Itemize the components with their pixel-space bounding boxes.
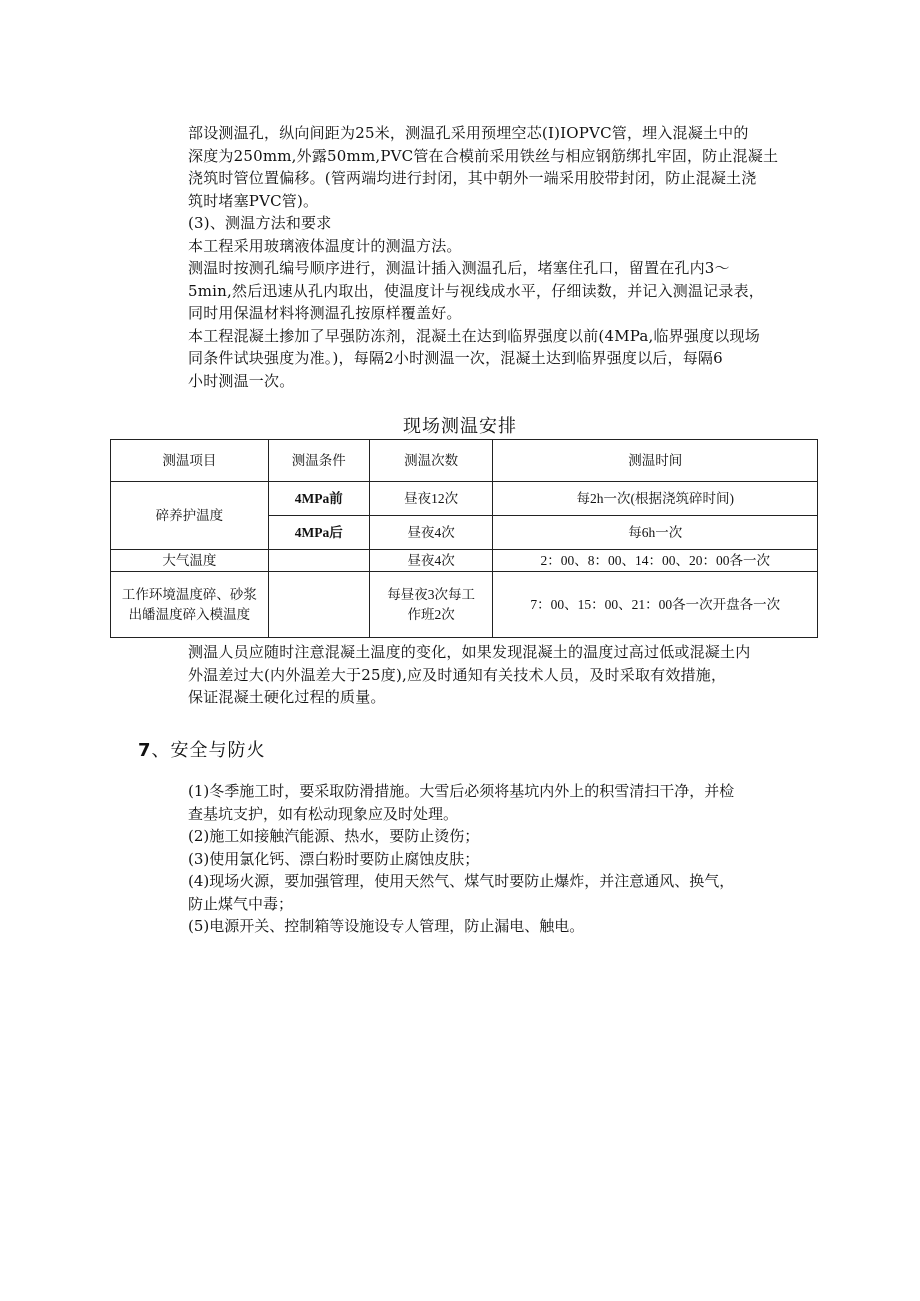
column-header: 测温项目 — [111, 440, 269, 482]
intro-paragraph — [188, 122, 828, 212]
list-item: (1)冬季施工时，要采取防滑措施。大雪后必须将基坑内外上的积雪清扫干净，并检 — [188, 782, 735, 800]
table-cell: 2：00、8：00、14：00、20：00各一次 — [493, 550, 818, 572]
cell-line: 每昼夜3次每工 — [387, 586, 475, 602]
table-cell: 昼夜12次 — [369, 482, 493, 516]
cell-line: 作班2次 — [407, 606, 455, 622]
section-heading — [138, 736, 266, 762]
list-item: (4)现场火源，要加强管理，使用天然气、煤气时要防止爆炸，并注意通风、换气， — [188, 872, 735, 890]
method-paragraph-1: 本工程采用玻璃液体温度计的测温方法。 — [188, 236, 462, 255]
table-cell — [268, 572, 369, 638]
after-table-paragraph — [188, 641, 828, 709]
table-cell: 碎养护温度 — [111, 482, 269, 550]
table-cell — [268, 550, 369, 572]
section-title: 、安全与防火 — [151, 740, 266, 761]
list-item-continuation: 查基坑支护，如有松动现象应及时处理。 — [188, 804, 459, 823]
table-cell: 4MPa后 — [268, 516, 369, 550]
table-header-row — [111, 440, 818, 482]
table-cell: 大气温度 — [111, 550, 269, 572]
column-header: 测温次数 — [369, 440, 493, 482]
table-cell — [111, 572, 269, 638]
list-item: (5)电源开关、控制箱等设施设专人管理，防止漏电、触电。 — [188, 917, 585, 935]
text-line: 5min,然后迅速从孔内取出，使温度计与视线成水平，仔细读数，并记入测温记录表， — [188, 281, 764, 300]
text-line: 同条件试块强度为准。)，每隔2小时测温一次，混凝土达到临界强度以后，每隔6 — [188, 349, 723, 367]
safety-list — [188, 780, 828, 938]
table-cell: 每2h一次(根据浇筑碎时间) — [493, 482, 818, 516]
list-item: (3)使用氯化钙、漂白粉时要防止腐蚀皮肤； — [188, 849, 480, 868]
text-line: 测温时按测孔编号顺序进行，测温计插入测温孔后，堵塞住孔口，留置在孔内3～ — [188, 259, 730, 277]
cell-line: 出皤温度碎入模温度 — [128, 606, 251, 622]
table-cell: 昼夜4次 — [369, 516, 493, 550]
text-line: 本工程混凝土掺加了早强防冻剂，混凝土在达到临界强度以前(4MPa,临界强度以现场 — [188, 326, 760, 345]
table-cell: 4MPa前 — [268, 482, 369, 516]
method-section — [188, 212, 828, 392]
text-line: 筑时堵塞PVC管)。 — [188, 191, 319, 210]
text-line: 深度为250mm,外露50mm,PVC管在合模前采用铁丝与相应钢筋绑扎牢固，防止混凝土 — [188, 146, 779, 165]
method-subtitle: (3)、测温方法和要求 — [188, 214, 332, 232]
list-item-continuation: 防止煤气中毒； — [188, 894, 294, 913]
table-cell: 昼夜4次 — [369, 550, 493, 572]
temperature-schedule-table — [110, 439, 818, 638]
table-cell: 每6h一次 — [493, 516, 818, 550]
text-line: 小时测温一次。 — [188, 371, 295, 390]
list-item: (2)施工如接触汽能源、热水，要防止烫伤； — [188, 827, 480, 845]
text-line: 测温人员应随时注意混凝土温度的变化，如果发现混凝土的温度过高过低或混凝土内 — [188, 643, 751, 661]
text-line: 保证混凝土硬化过程的质量。 — [188, 688, 386, 706]
section-number: 7 — [138, 740, 152, 761]
column-header: 测温时间 — [493, 440, 818, 482]
table-cell: 7：00、15：00、21：00各一次开盘各一次 — [493, 572, 818, 638]
table-row — [111, 482, 818, 516]
cell-line: 工作环境温度碎、砂浆 — [121, 586, 257, 602]
text-line: 部设测温孔，纵向间距为25米，测温孔采用预埋空芯(I)IOPVC管，埋入混凝土中的 — [188, 124, 749, 142]
text-line: 外温差过大(内外温差大于25度),应及时通知有关技术人员，及时采取有效措施， — [188, 665, 727, 684]
text-line: 浇筑时管位置偏移。(管两端均进行封闭，其中朝外一端采用胶带封闭，防止混凝土浇 — [188, 169, 757, 187]
text-line: 同时用保温材料将测温孔按原样覆盖好。 — [188, 304, 462, 322]
table-caption: 现场测温安排 — [403, 416, 517, 437]
table-row — [111, 572, 818, 638]
table-row — [111, 550, 818, 572]
table-cell — [369, 572, 493, 638]
column-header: 测温条件 — [268, 440, 369, 482]
